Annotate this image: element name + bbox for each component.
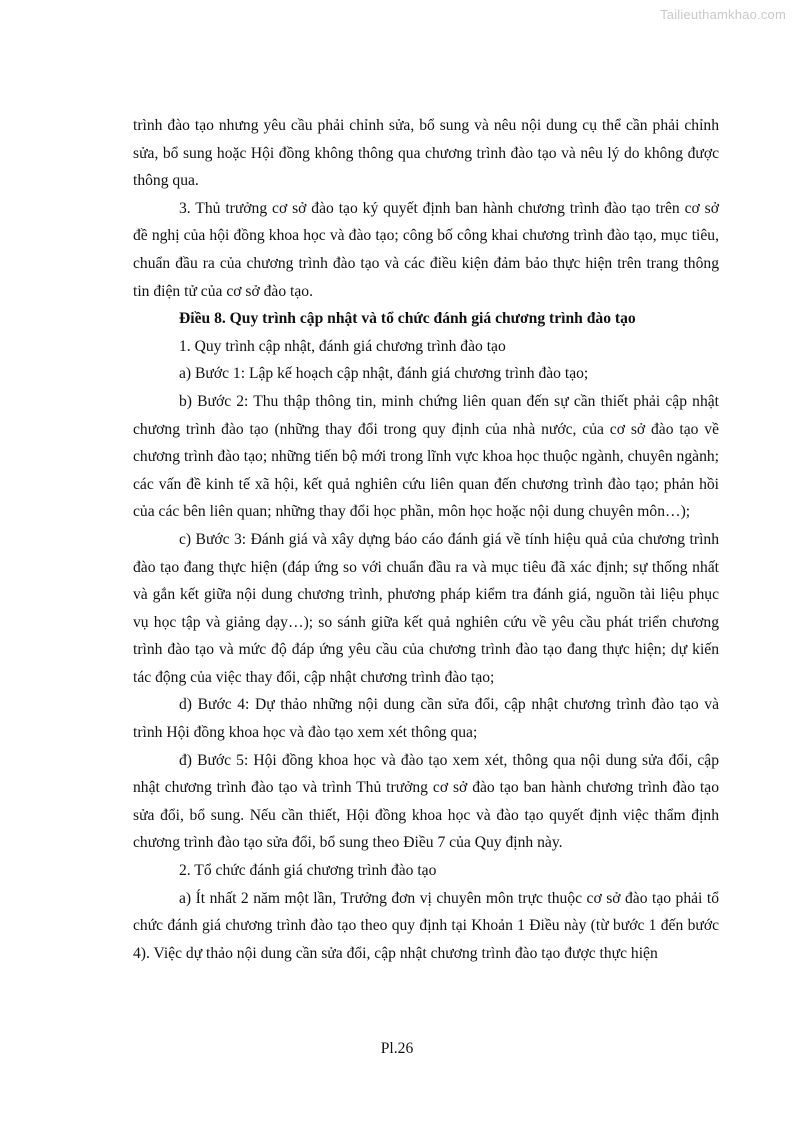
page-number: Pl.26: [380, 1040, 414, 1057]
step-3-paragraph: c) Bước 3: Đánh giá và xây dựng báo cáo đánh giá về tính hiệu quả của chương trình đào tạo đang thực hiện (đáp ứng so với chuẩn đầu ra và mục tiêu đã xác định; sự thống nhất và gắn kết giữa nội dung chương trình, phương pháp kiểm tra đánh giá, nguồn tài liệu phục vụ học tập và giảng dạy…); so sánh giữa kết quả nghiên cứu về yêu cầu phát triển chương trình đào tạo và mức độ đáp ứng yêu cầu của chương trình đào tạo đang thực hiện; dự kiến tác động của việc thay đổi, cập nhật chương trình đào tạo;: [133, 530, 719, 686]
step-5-paragraph: đ) Bước 5: Hội đồng khoa học và đào tạo xem xét, thông qua nội dung sửa đổi, cập nhật chương trình đào tạo và trình Thủ trưởng cơ sở đào tạo ban hành chương trình đào tạo sửa đổi, bổ sung. Nếu cần thiết, Hội đồng khoa học và đào tạo quyết định việc thẩm định chương trình đào tạo sửa đổi, bổ sung theo Điều 7 của Quy định này.: [133, 751, 719, 852]
paragraph-clause-3: 3. Thủ trưởng cơ sở đào tạo ký quyết định ban hành chương trình đào tạo trên cơ sở đề nghị của hội đồng khoa học và đào tạo; công bố công khai chương trình đào tạo, mục tiêu, chuẩn đầu ra của chương trình đào tạo và các điều kiện đảm bảo thực hiện trên trang thông tin điện tử của cơ sở đào tạo.: [133, 199, 719, 300]
section-2-heading: 2. Tổ chức đánh giá chương trình đào tạo: [179, 862, 437, 880]
step-1-paragraph: a) Bước 1: Lập kế hoạch cập nhật, đánh giá chương trình đào tạo;: [179, 365, 589, 383]
paragraph-continuation: trình đào tạo nhưng yêu cầu phải chỉnh sửa, bổ sung và nêu nội dung cụ thể cần phải chỉnh sửa, bổ sung hoặc Hội đồng không thông qua chương trình đào tạo và nêu lý do không được thông qua.: [133, 117, 719, 190]
section-2a-paragraph: a) Ít nhất 2 năm một lần, Trưởng đơn vị chuyên môn trực thuộc cơ sở đào tạo phải tổ chức đánh giá chương trình đào tạo theo quy định tại Khoản 1 Điều này (từ bước 1 đến bước 4). Việc dự thảo nội dung cần sửa đổi, cập nhật chương trình đào tạo được thực hiện: [133, 889, 719, 962]
step-2-paragraph: b) Bước 2: Thu thập thông tin, minh chứng liên quan đến sự cần thiết phải cập nhật chương trình đào tạo (những thay đổi trong quy định của nhà nước, của cơ sở đào tạo về chương trình đào tạo; những tiến bộ mới trong lĩnh vực khoa học thuộc ngành, chuyên ngành; các vấn đề kinh tế xã hội, kết quả nghiên cứu liên quan đến chương trình đào tạo; phản hồi của các bên liên quan; những thay đổi học phần, môn học hoặc nội dung chuyên môn…);: [133, 392, 719, 521]
section-1-heading: 1. Quy trình cập nhật, đánh giá chương trình đào tạo: [179, 337, 506, 355]
step-4-paragraph: d) Bước 4: Dự thảo những nội dung cần sửa đổi, cập nhật chương trình đào tạo và trình Hội đồng khoa học và đào tạo xem xét thông qua;: [133, 696, 719, 742]
document-body: [133, 112, 719, 967]
article-8-heading: Điều 8. Quy trình cập nhật và tổ chức đánh giá chương trình đào tạo: [179, 310, 636, 328]
watermark-text: Tailieuthamkhao.com: [660, 7, 786, 22]
